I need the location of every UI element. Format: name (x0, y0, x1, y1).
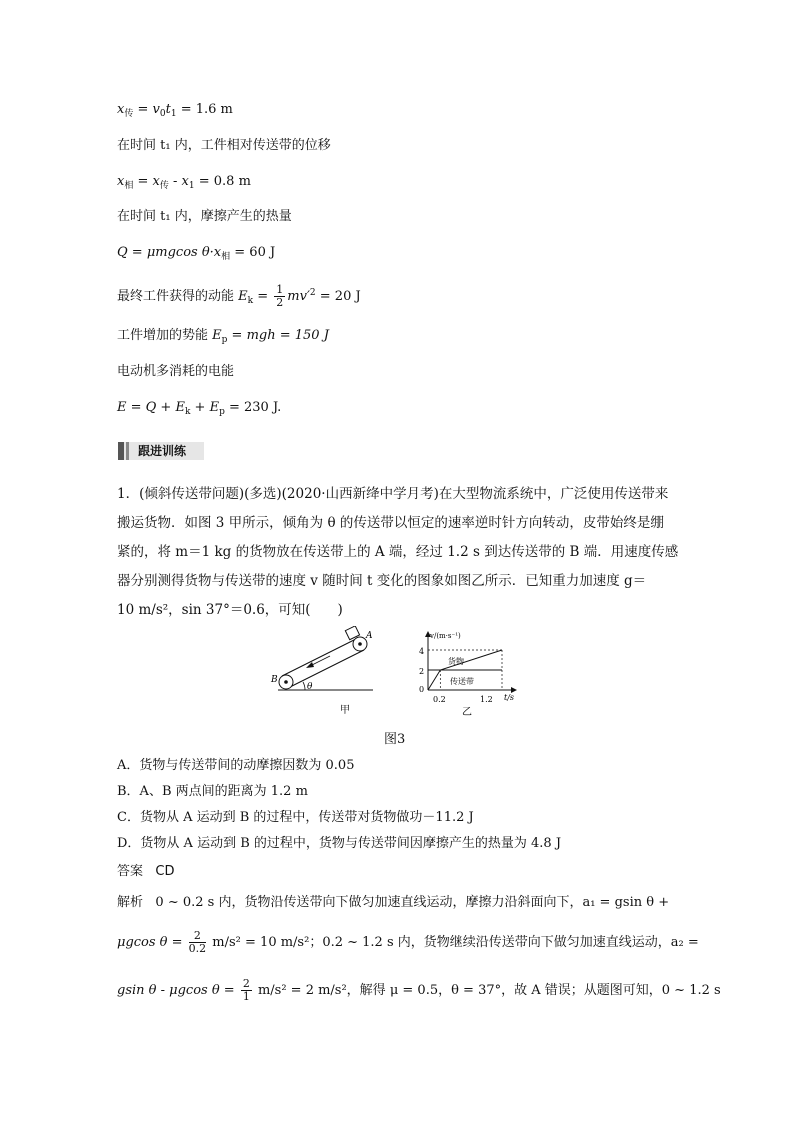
eq-heat (117, 243, 275, 267)
sub-1: 1 (170, 109, 177, 119)
option-c: C．货物从 A 运动到 B 的过程中，传送带对货物做功－11.2 J (117, 810, 474, 825)
sub-0: 0 (159, 109, 166, 119)
eq-belt-displacement (117, 100, 233, 124)
eq-potential-energy (117, 326, 329, 350)
frac-num: 2 (189, 930, 207, 943)
sub-p: p (221, 335, 228, 345)
series-label-belt: 传送带 (450, 677, 474, 686)
sub-belt: 传 (124, 109, 134, 119)
sub-p: p (219, 407, 225, 417)
label-theta: θ (307, 682, 313, 692)
analysis-line-3 (117, 978, 721, 1004)
eq-rhs: = v (133, 102, 160, 117)
sub-1: 1 (188, 181, 195, 191)
y-tick-4: 4 (419, 647, 425, 656)
frac-den: 2 (276, 296, 284, 309)
analysis-eq: μgcos θ = (117, 935, 187, 950)
origin-tick: 0 (419, 685, 425, 694)
sub-belt: 传 (159, 181, 169, 191)
eq-value: = 1.6 m (176, 102, 233, 117)
frac-den: 1 (242, 990, 250, 1003)
series-label-goods: 货物 (448, 657, 464, 666)
text-potential: 工件增加的势能 (117, 328, 213, 343)
var-e: E (212, 328, 222, 343)
text-heat: 在时间 t₁ 内，摩擦产生的热量 (117, 209, 292, 224)
frac-num: 2 (242, 977, 250, 990)
eq-sign: = (253, 289, 273, 304)
pulley-b-axle (284, 680, 288, 684)
eq-value: = 0.8 m (194, 174, 251, 189)
text-electric-energy: 电动机多消耗的电能 (117, 364, 235, 379)
sub-k: k (184, 407, 191, 417)
label-b: B (271, 675, 278, 685)
question-line: 紧的，将 m＝1 kg 的货物放在传送带上的 A 端，经过 1.2 s 到达传送带的 B 端．用速度传感 (117, 544, 679, 560)
frac-num: 1 (276, 283, 284, 296)
caption-jia: 甲 (340, 705, 350, 716)
fraction-2-0-2 (189, 930, 207, 955)
figure-incline (268, 626, 378, 716)
analysis-eq: gsin θ - μgcos θ = (117, 983, 239, 998)
analysis-label: 解析 (117, 895, 144, 910)
eq-value: = 20 J (315, 289, 361, 304)
x-tick-0-2: 0.2 (433, 695, 446, 704)
x-tick-1-2: 1.2 (480, 695, 493, 704)
eq-value: = 230 J. (224, 400, 282, 415)
fraction-half (274, 284, 285, 309)
eq-kinetic-energy (117, 283, 361, 311)
option-a: A．货物与传送带间的动摩擦因数为 0.05 (117, 758, 355, 773)
y-axis-label: v/(m·s⁻¹) (430, 632, 461, 640)
belt-top (282, 638, 358, 676)
x-axis-label: t/s (504, 693, 515, 702)
question-line: 器分别测得货物与传送带的速度 v 随时间 t 变化的图象如图乙所示．已知重力加速度 g＝ (117, 573, 647, 589)
frac-den: 0.2 (188, 942, 207, 955)
eq-total-energy (117, 398, 281, 422)
var-e: E (238, 289, 248, 304)
var-x: x (117, 174, 125, 189)
pulley-a-axle (358, 642, 362, 646)
eq-relative-displacement (117, 172, 251, 196)
theta-arc (303, 682, 305, 690)
caption-yi: 乙 (462, 707, 472, 718)
question-line: 1．(倾斜传送带问题)(多选)(2020·山西新绛中学月考)在大型物流系统中，广泛使用传送带来 (117, 486, 669, 502)
figure-vt-graph (406, 626, 526, 718)
analysis-text: m/s² = 10 m/s²；0.2 ~ 1.2 s 内，货物继续沿传送带向下做匀加速直线运动，a₂ = (208, 935, 699, 950)
answer-value: CD (155, 864, 175, 879)
section-tag-follow-up: 跟进训练 (118, 442, 204, 460)
sup-2: 2 (309, 288, 316, 298)
analysis-text: m/s² = 2 m/s²，解得 μ = 0.5，θ = 37°，故 A 错误；从题图可知，0 ~ 1.2 s (253, 983, 721, 998)
question-1 (117, 480, 682, 625)
eq-mv: mv′ (287, 289, 310, 304)
analysis-line-2 (117, 930, 699, 956)
answer-row (117, 862, 175, 882)
y-tick-2: 2 (419, 667, 425, 676)
analysis-line-1 (117, 893, 669, 913)
text-relative-displacement: 在时间 t₁ 内，工件相对传送带的位移 (117, 138, 331, 153)
eq-value: = 60 J (230, 245, 276, 260)
eq-value: = mgh = 150 J (227, 328, 329, 343)
eq-rest: - x (168, 174, 189, 189)
fraction-2-1 (241, 978, 252, 1003)
eq-q: Q = μmg (117, 245, 176, 260)
question-line: 10 m/s²，sin 37°＝0.6，可知( ) (117, 602, 343, 618)
option-b: B．A、B 两点间的距离为 1.2 m (117, 784, 308, 799)
label-a: A (366, 631, 373, 641)
belt-bottom (288, 650, 364, 688)
var-x: x (117, 102, 125, 117)
analysis-text: 0 ~ 0.2 s 内，货物沿传送带向下做匀加速直线运动，摩擦力沿斜面向下，a₁ = gsin θ + (155, 895, 670, 910)
var-t: t (165, 102, 171, 117)
figure-caption: 图3 (384, 732, 406, 747)
sub-rel: 相 (221, 252, 231, 262)
eq-mid: = x (133, 174, 160, 189)
eq-cos: cos θ·x (175, 245, 222, 260)
sub-k: k (247, 296, 254, 306)
option-d: D．货物从 A 运动到 B 的过程中，货物与传送带间因摩擦产生的热量为 4.8 J (117, 836, 562, 851)
question-line: 搬运货物．如图 3 甲所示，倾角为 θ 的传送带以恒定的速率逆时针方向转动，皮带始终是绷 (117, 515, 664, 531)
answer-label: 答案 (117, 864, 144, 879)
eq-ep: + E (190, 400, 220, 415)
eq-e: E = Q + E (117, 400, 185, 415)
text-kinetic: 最终工件获得的动能 (117, 289, 239, 304)
sub-rel: 相 (124, 181, 134, 191)
